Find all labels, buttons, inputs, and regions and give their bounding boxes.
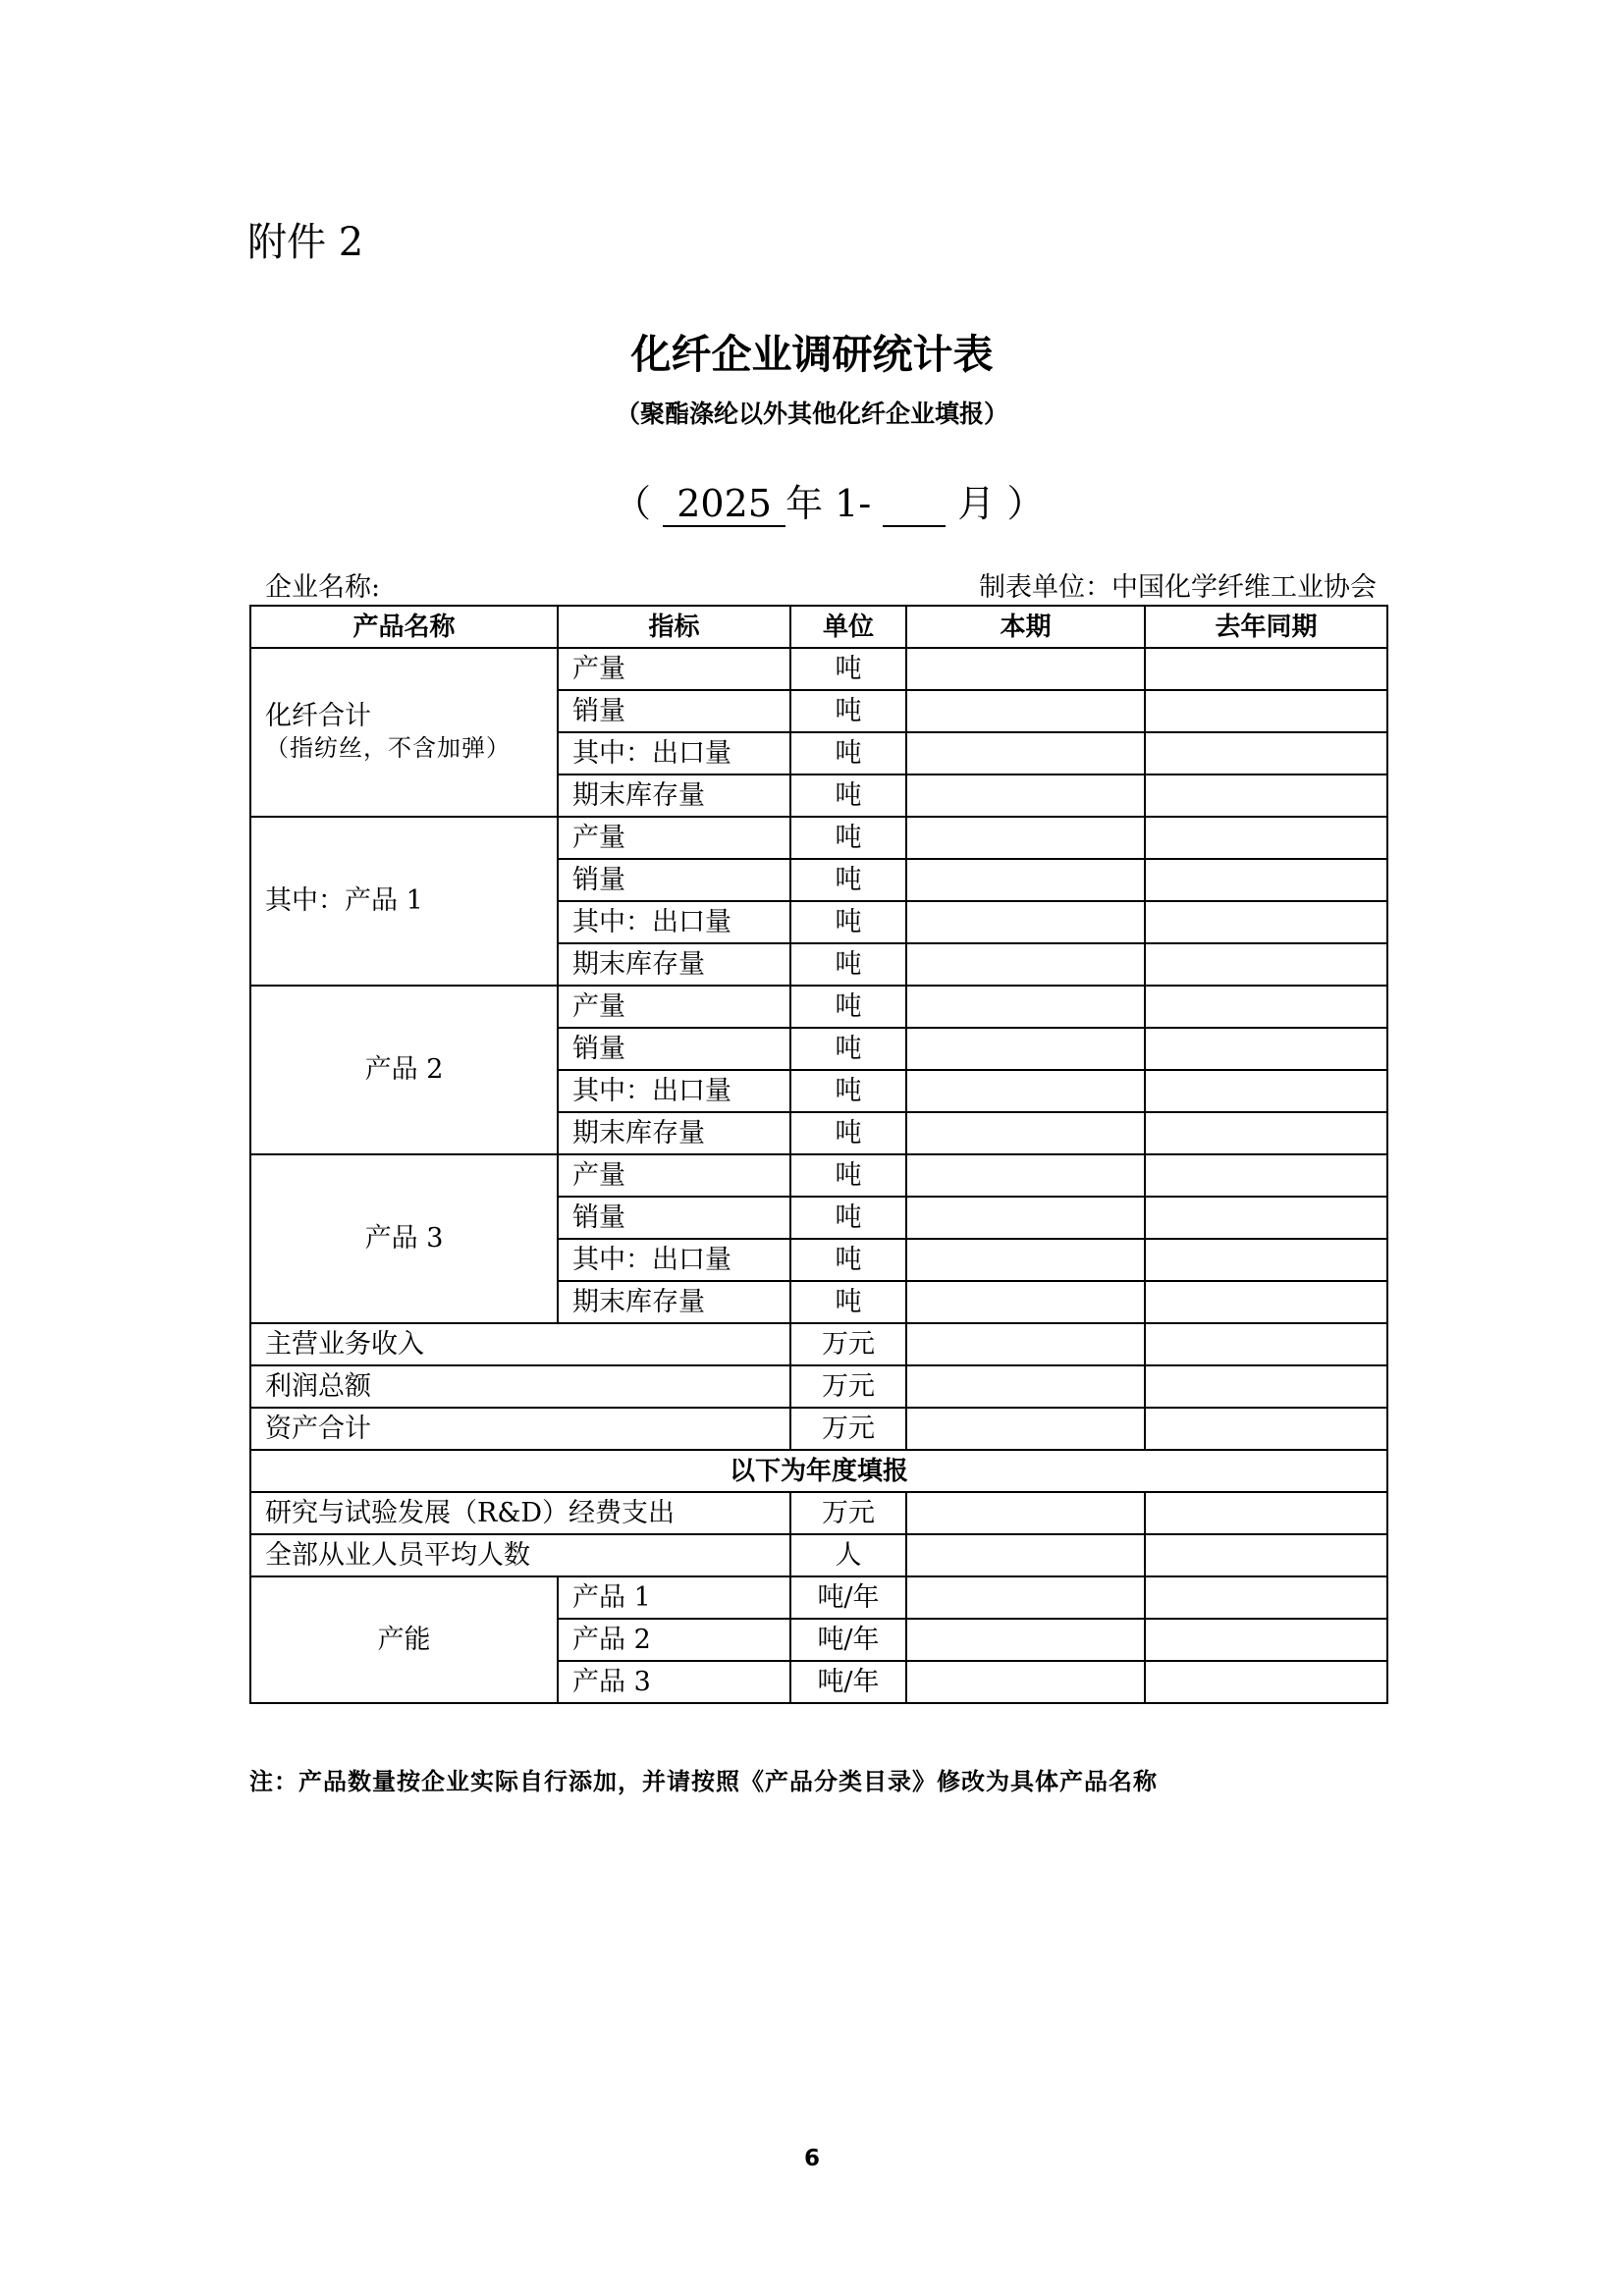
indicator-cell: 产量 xyxy=(558,817,790,859)
last-year-value-cell[interactable] xyxy=(1145,1112,1387,1154)
last-year-value-cell[interactable] xyxy=(1145,1070,1387,1112)
current-value-cell[interactable] xyxy=(906,1408,1145,1450)
group-note: （指纺丝，不含加弹） xyxy=(265,734,511,762)
last-year-value-cell[interactable] xyxy=(1145,1661,1387,1703)
table-row xyxy=(250,648,1387,690)
current-value-cell[interactable] xyxy=(906,1534,1145,1576)
last-year-value-cell[interactable] xyxy=(1145,901,1387,943)
period-year-field[interactable]: 2025 xyxy=(663,484,785,527)
last-year-value-cell[interactable] xyxy=(1145,1408,1387,1450)
last-year-value-cell[interactable] xyxy=(1145,859,1387,901)
group-name-cell: 产品 3 xyxy=(250,1154,558,1323)
current-value-cell[interactable] xyxy=(906,859,1145,901)
indicator-cell: 销量 xyxy=(558,1028,790,1070)
capacity-label-cell: 产能 xyxy=(250,1576,558,1703)
unit-cell: 吨 xyxy=(790,690,906,732)
attachment-label: 附件 2 xyxy=(247,220,364,265)
last-year-value-cell[interactable] xyxy=(1145,1365,1387,1408)
indicator-cell: 其中：出口量 xyxy=(558,1239,790,1281)
current-value-cell[interactable] xyxy=(906,1661,1145,1703)
current-value-cell[interactable] xyxy=(906,1281,1145,1323)
header-indicator: 指标 xyxy=(558,606,790,648)
indicator-cell: 期末库存量 xyxy=(558,1112,790,1154)
indicator-cell: 期末库存量 xyxy=(558,1281,790,1323)
summary-label-cell: 资产合计 xyxy=(250,1408,790,1450)
indicator-cell: 销量 xyxy=(558,690,790,732)
unit-cell: 吨 xyxy=(790,986,906,1028)
last-year-value-cell[interactable] xyxy=(1145,648,1387,690)
unit-cell: 人 xyxy=(790,1534,906,1576)
unit-cell: 吨 xyxy=(790,1070,906,1112)
table-row xyxy=(250,1492,1387,1534)
last-year-value-cell[interactable] xyxy=(1145,1534,1387,1576)
unit-cell: 吨 xyxy=(790,1281,906,1323)
unit-cell: 吨 xyxy=(790,648,906,690)
issuer-label: 制表单位：中国化学纤维工业协会 xyxy=(979,572,1377,603)
indicator-cell: 产量 xyxy=(558,986,790,1028)
current-value-cell[interactable] xyxy=(906,901,1145,943)
period-month-field[interactable] xyxy=(883,486,946,527)
current-value-cell[interactable] xyxy=(906,943,1145,986)
annual-label-cell: 全部从业人员平均人数 xyxy=(250,1534,790,1576)
last-year-value-cell[interactable] xyxy=(1145,1154,1387,1197)
current-value-cell[interactable] xyxy=(906,1492,1145,1534)
unit-cell: 万元 xyxy=(790,1365,906,1408)
last-year-value-cell[interactable] xyxy=(1145,1323,1387,1365)
group-name: 化纤合计 xyxy=(265,701,371,731)
report-period xyxy=(614,473,1044,527)
period-month-suffix: 月 xyxy=(946,482,1007,525)
current-value-cell[interactable] xyxy=(906,1619,1145,1661)
table-row xyxy=(250,1154,1387,1197)
annual-section-row xyxy=(250,1450,1387,1492)
last-year-value-cell[interactable] xyxy=(1145,690,1387,732)
indicator-cell: 销量 xyxy=(558,859,790,901)
current-value-cell[interactable] xyxy=(906,986,1145,1028)
form-title: 化纤企业调研统计表 xyxy=(630,331,994,378)
indicator-cell: 其中：出口量 xyxy=(558,901,790,943)
group-name-cell: 其中：产品 1 xyxy=(250,817,558,986)
table-row xyxy=(250,1323,1387,1365)
current-value-cell[interactable] xyxy=(906,732,1145,774)
period-close-paren: ） xyxy=(1006,482,1045,525)
indicator-cell: 产量 xyxy=(558,648,790,690)
period-open-paren: （ xyxy=(614,482,664,525)
unit-cell: 吨/年 xyxy=(790,1661,906,1703)
unit-cell: 吨 xyxy=(790,859,906,901)
indicator-cell: 期末库存量 xyxy=(558,943,790,986)
last-year-value-cell[interactable] xyxy=(1145,1239,1387,1281)
last-year-value-cell[interactable] xyxy=(1145,943,1387,986)
last-year-value-cell[interactable] xyxy=(1145,986,1387,1028)
page-number: 6 xyxy=(803,2146,820,2171)
unit-cell: 吨 xyxy=(790,1197,906,1239)
unit-cell: 吨 xyxy=(790,1028,906,1070)
table-row xyxy=(250,817,1387,859)
unit-cell: 吨/年 xyxy=(790,1576,906,1619)
capacity-product-cell: 产品 1 xyxy=(558,1576,790,1619)
footnote: 注：产品数量按企业实际自行添加，并请按照《产品分类目录》修改为具体产品名称 xyxy=(249,1768,1158,1795)
current-value-cell[interactable] xyxy=(906,1070,1145,1112)
indicator-cell: 期末库存量 xyxy=(558,774,790,817)
table-row xyxy=(250,1408,1387,1450)
company-name-label: 企业名称: xyxy=(265,572,381,603)
form-subtitle: （聚酯涤纶以外其他化纤企业填报） xyxy=(615,400,1008,428)
table-row xyxy=(250,1365,1387,1408)
header-last-year: 去年同期 xyxy=(1145,606,1387,648)
table-row xyxy=(250,1534,1387,1576)
unit-cell: 万元 xyxy=(790,1323,906,1365)
table-row xyxy=(250,986,1387,1028)
group-name-cell: 产品 2 xyxy=(250,986,558,1154)
last-year-value-cell[interactable] xyxy=(1145,1576,1387,1619)
current-value-cell[interactable] xyxy=(906,1576,1145,1619)
header-current-period: 本期 xyxy=(906,606,1145,648)
current-value-cell[interactable] xyxy=(906,1197,1145,1239)
last-year-value-cell[interactable] xyxy=(1145,774,1387,817)
indicator-cell: 其中：出口量 xyxy=(558,1070,790,1112)
current-value-cell[interactable] xyxy=(906,690,1145,732)
last-year-value-cell[interactable] xyxy=(1145,732,1387,774)
summary-label-cell: 主营业务收入 xyxy=(250,1323,790,1365)
current-value-cell[interactable] xyxy=(906,1239,1145,1281)
unit-cell: 吨/年 xyxy=(790,1619,906,1661)
group-name-cell xyxy=(250,648,558,817)
capacity-product-cell: 产品 3 xyxy=(558,1661,790,1703)
unit-cell: 吨 xyxy=(790,901,906,943)
capacity-product-cell: 产品 2 xyxy=(558,1619,790,1661)
unit-cell: 万元 xyxy=(790,1492,906,1534)
period-year-suffix: 年 1- xyxy=(785,482,872,525)
header-product-name: 产品名称 xyxy=(250,606,558,648)
header-row xyxy=(250,606,1387,648)
indicator-cell: 其中：出口量 xyxy=(558,732,790,774)
unit-cell: 吨 xyxy=(790,1112,906,1154)
unit-cell: 吨 xyxy=(790,732,906,774)
current-value-cell[interactable] xyxy=(906,1154,1145,1197)
current-value-cell[interactable] xyxy=(906,648,1145,690)
unit-cell: 吨 xyxy=(790,774,906,817)
unit-cell: 万元 xyxy=(790,1408,906,1450)
current-value-cell[interactable] xyxy=(906,774,1145,817)
current-value-cell[interactable] xyxy=(906,1323,1145,1365)
unit-cell: 吨 xyxy=(790,943,906,986)
summary-label-cell: 利润总额 xyxy=(250,1365,790,1408)
unit-cell: 吨 xyxy=(790,817,906,859)
unit-cell: 吨 xyxy=(790,1239,906,1281)
indicator-cell: 产量 xyxy=(558,1154,790,1197)
last-year-value-cell[interactable] xyxy=(1145,1197,1387,1239)
current-value-cell[interactable] xyxy=(906,1112,1145,1154)
header-unit: 单位 xyxy=(790,606,906,648)
last-year-value-cell[interactable] xyxy=(1145,1281,1387,1323)
last-year-value-cell[interactable] xyxy=(1145,1028,1387,1070)
current-value-cell[interactable] xyxy=(906,1365,1145,1408)
last-year-value-cell[interactable] xyxy=(1145,1619,1387,1661)
table-row xyxy=(250,1576,1387,1619)
current-value-cell[interactable] xyxy=(906,1028,1145,1070)
current-value-cell[interactable] xyxy=(906,817,1145,859)
annual-section-label: 以下为年度填报 xyxy=(250,1450,1387,1492)
last-year-value-cell[interactable] xyxy=(1145,817,1387,859)
annual-label-cell: 研究与试验发展（R&D）经费支出 xyxy=(250,1492,790,1534)
survey-table xyxy=(249,605,1388,1704)
last-year-value-cell[interactable] xyxy=(1145,1492,1387,1534)
unit-cell: 吨 xyxy=(790,1154,906,1197)
indicator-cell: 销量 xyxy=(558,1197,790,1239)
